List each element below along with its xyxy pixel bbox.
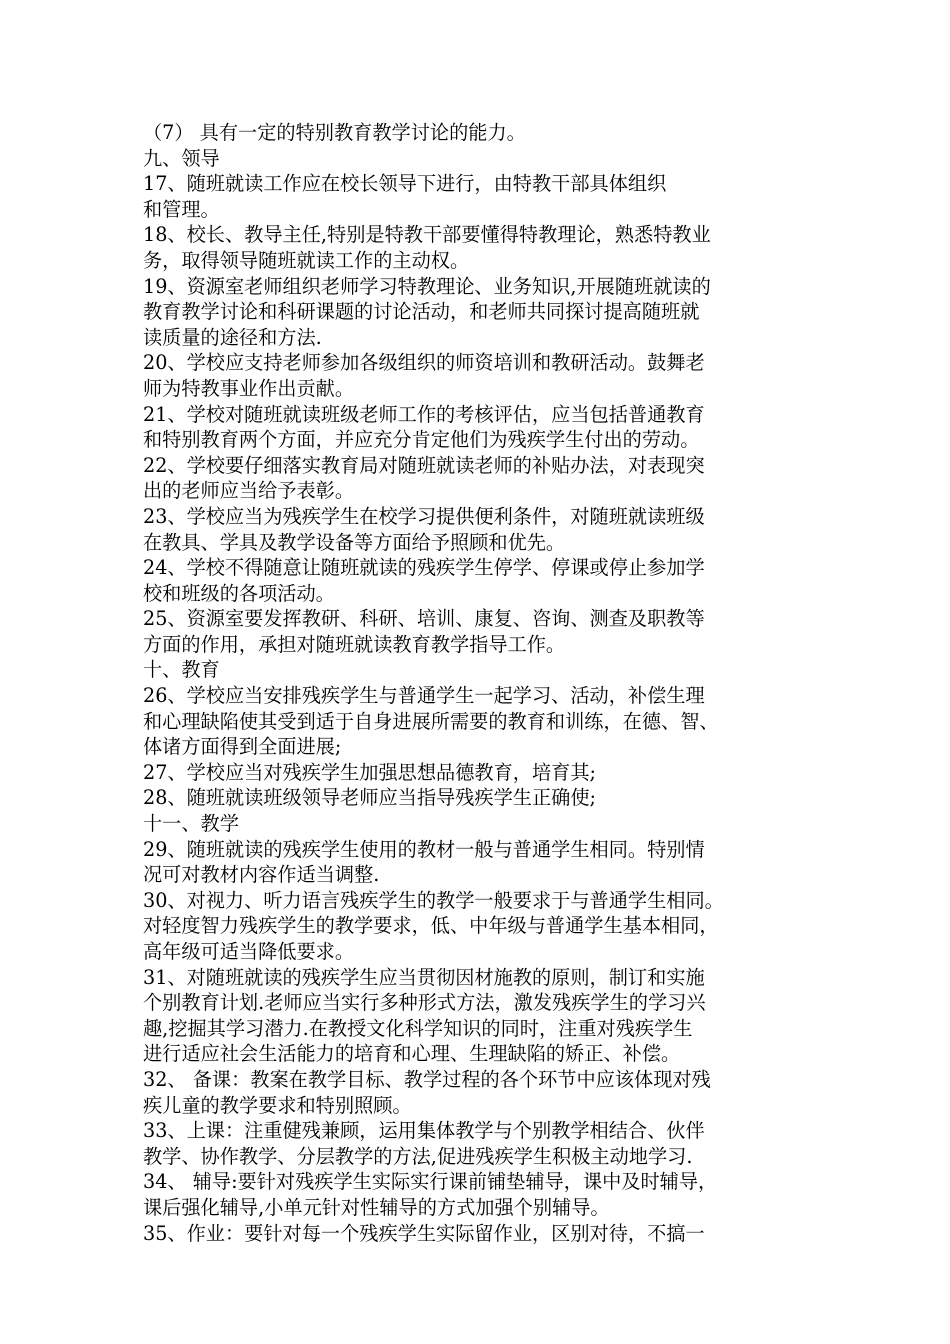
text-line: 校和班级的各项活动。 (143, 581, 335, 605)
text-line: 教育教学讨论和科研课题的讨论活动，和老师共同探讨提高随班就 (143, 300, 700, 324)
text-line: 35、作业：要针对每一个残疾学生实际留作业，区别对待，不搞一 (143, 1221, 705, 1245)
text-line: 29、随班就读的残疾学生使用的教材一般与普通学生相同。特别情 (143, 837, 705, 861)
text-line: 30、对视力、听力语言残疾学生的教学一般要求于与普通学生相同。 (143, 888, 724, 912)
text-line: 在教具、学具及教学设备等方面给予照顾和优先。 (143, 530, 566, 554)
text-line: 23、学校应当为残疾学生在校学习提供便利条件，对随班就读班级 (143, 504, 705, 528)
text-line: （7） 具有一定的特别教育教学讨论的能力。 (143, 121, 526, 144)
text-line: 28、随班就读班级领导老师应当指导残疾学生正确使; (143, 786, 597, 810)
text-line: 27、学校应当对残疾学生加强思想品德教育，培育其; (143, 760, 597, 784)
text-line: 趣,挖掘其学习潜力.在教授文化科学知识的同时，注重对残疾学生 (143, 1016, 693, 1040)
text-line: 况可对教材内容作适当调整. (143, 863, 380, 887)
text-line: 26、学校应当安排残疾学生与普通学生一起学习、活动，补偿生理 (143, 684, 705, 708)
text-line: 进行适应社会生活能力的培育和心理、生理缺陷的矫正、补偿。 (143, 1042, 681, 1066)
text-line: 和心理缺陷使其受到适于自身进展所需要的教育和训练，在德、智、 (143, 709, 719, 733)
text-line: 17、随班就读工作应在校长领导下进行，由特教干部具体组织 (143, 172, 667, 196)
section-heading-teaching: 十一、教学 (143, 812, 239, 836)
text-line: 18、校长、教导主任,特别是特教干部要懂得特教理论，熟悉特教业 (143, 223, 711, 247)
text-line: 19、资源室老师组织老师学习特教理论、业务知识,开展随班就读的 (143, 274, 711, 298)
section-heading-education: 十、教育 (143, 658, 220, 682)
text-line: 20、学校应支持老师参加各级组织的师资培训和教研活动。鼓舞老 (143, 351, 705, 375)
text-line: 32、 备课：教案在教学目标、教学过程的各个环节中应该体现对残 (143, 1067, 711, 1091)
text-line: 33、上课：注重健残兼顾，运用集体教学与个别教学相结合、伙伴 (143, 1119, 705, 1143)
text-line: 体诸方面得到全面进展; (143, 735, 342, 759)
text-line: 方面的作用，承担对随班就读教育教学指导工作。 (143, 632, 566, 656)
text-line: 和特别教育两个方面，并应充分肯定他们为残疾学生付出的劳动。 (143, 428, 700, 452)
text-line: 务，取得领导随班就读工作的主动权。 (143, 248, 470, 272)
text-line: 24、学校不得随意让随班就读的残疾学生停学、停课或停止参加学 (143, 556, 705, 580)
text-line: 对轻度智力残疾学生的教学要求，低、中年级与普通学生基本相同， (143, 914, 719, 938)
text-line: 高年级可适当降低要求。 (143, 940, 355, 963)
section-heading-leadership: 九、领导 (143, 146, 220, 170)
text-line: 22、学校要仔细落实教育局对随班就读老师的补贴办法，对表现突 (143, 453, 705, 477)
text-line: 31、对随班就读的残疾学生应当贯彻因材施教的原则，制订和实施 (143, 965, 705, 989)
text-line: 出的老师应当给予表彰。 (143, 479, 355, 503)
text-line: 读质量的途径和方法. (143, 325, 322, 349)
text-line: 个别教育计划.老师应当实行多种形式方法，激发残疾学生的学习兴 (143, 991, 706, 1015)
text-line: 34、 辅导:要针对残疾学生实际实行课前铺垫辅导，课中及时辅导， (143, 1170, 718, 1194)
text-line: 师为特教事业作出贡献。 (143, 376, 355, 400)
text-line: 课后强化辅导,小单元针对性辅导的方式加强个别辅导。 (143, 1195, 610, 1219)
text-line: 25、资源室要发挥教研、科研、培训、康复、咨询、测查及职教等 (143, 607, 705, 631)
text-line: 教学、协作教学、分层教学的方法,促进残疾学生积极主动地学习. (143, 1144, 693, 1168)
text-line: 21、学校对随班就读班级老师工作的考核评估，应当包括普通教育 (143, 402, 705, 426)
document-body (143, 120, 833, 1246)
text-line: 疾儿童的教学要求和特别照顾。 (143, 1093, 412, 1117)
text-line: 和管理。 (143, 197, 220, 221)
